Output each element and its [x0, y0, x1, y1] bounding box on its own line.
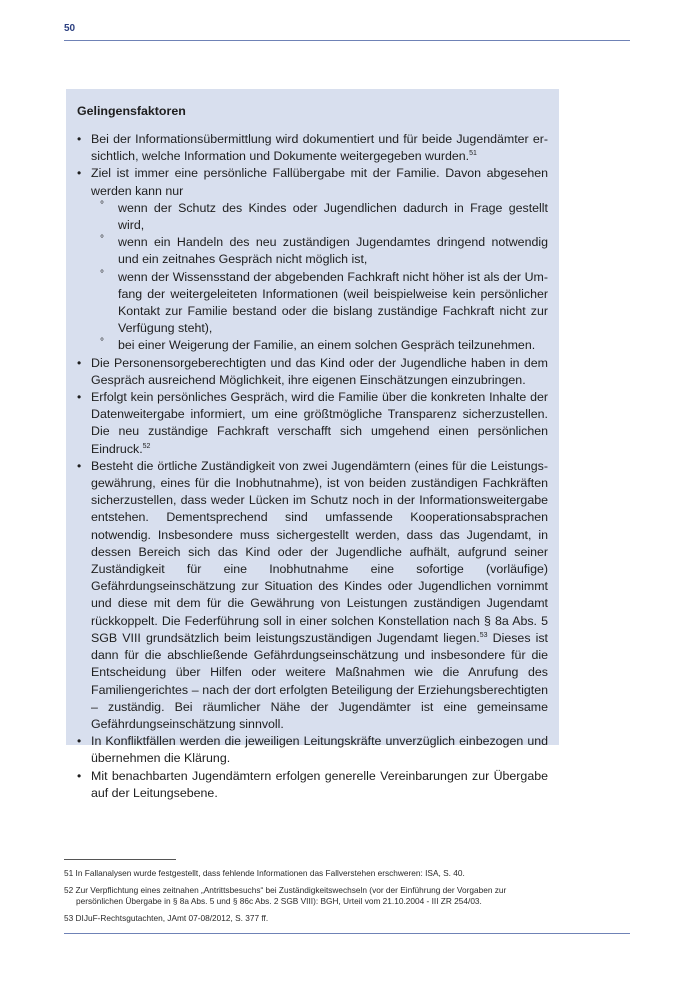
list-item-text: Bei der Informationsübermittlung wird dokumentiert und für beide Jugendämter ersichtlich, welche Information und Dokumente weitergegeben wurden. [91, 132, 548, 164]
sub-list-item-text: wenn ein Handeln des neu zuständigen Jugendamtes dringend notwendig und ein zeitnahes Gespräch nicht möglich ist, [118, 235, 548, 267]
sub-list-item-text: bei einer Weigerung der Familie, an einem solchen Gespräch teilzunehmen. [118, 338, 536, 353]
list-item-text: Besteht die örtliche Zuständigkeit von zwei Jugendämtern (eines für die Leistungsgewährung, eines für die Inobhutnahme), ist von beiden zuständigen Fachkräften sicherzustellen, dass weder Lücken im Schutz noch in der Informationsweitergabe entstehen. Dementsprechend sind umfassende Kooperationsabsprachen notwendig. Insbesondere muss sichergestellt werden, dass das Jugendamt, in dessen Bereich sich das Kind oder der Jugendliche aufhält, aufgrund seiner Zuständigkeit für eine Inobhutnahme eine sofortige (vorläufige) Gefährdungseinschätzung zur Situation des Kindes oder Jugendlichen vornimmt und diese mit dem für die Gewährung von Leistungen zuständigen Jugendamt rückkoppelt. Die Federführung soll in einer solchen Konstellation nach § 8a Abs. 5 SGB VIII grundsätzlich beim leistungszuständigen Jugendamt liegen. [91, 458, 548, 645]
sub-list [91, 200, 548, 355]
header-rule [64, 40, 630, 41]
list-item-text: Die Personensorgeberechtigten und das Kind oder der Jugendliche haben in dem Gespräch ausreichend Möglichkeit, ihre eigenen Einschätzungen einzubringen. [91, 355, 548, 387]
sub-list-item-text: wenn der Schutz des Kindes oder Jugendlichen dadurch in Frage gestellt wird, [118, 200, 548, 233]
bullet-icon: • [77, 166, 82, 181]
sub-list-item [91, 200, 548, 234]
list-item-text-continued: Dieses ist dann für die abschließende Gefährdungseinschätzung und insbesondere für die Entscheidung über Hilfen oder weitere Maßnahmen wie die Anrufung des Familiengerichtes – nach der dort erfolgten Beteiligung der Erziehungsberechtigten – zuständig. Bei räumlicher Nähe der Jugendämter ist eine gemeinsame Gefährdungseinschätzung sinnvoll. [91, 630, 549, 731]
list-item-text: Ziel ist immer eine persönliche Fallübergabe mit der Familie. Davon abgesehen werden kann nur [91, 166, 548, 198]
sub-bullet-icon: ° [100, 234, 104, 246]
bullet-icon: • [77, 458, 82, 473]
list-item [77, 768, 548, 802]
sub-bullet-icon: ° [100, 268, 104, 280]
list-item [77, 389, 548, 458]
footnote-51: 51 In Fallanalysen wurde festgestellt, dass fehlende Informationen das Fallverstehen erschweren: ISA, S. 40. [64, 868, 465, 878]
bullet-icon: • [77, 734, 82, 749]
footnote-ref: 51 [469, 150, 477, 158]
sub-list-item [91, 269, 548, 338]
bullet-icon: • [77, 355, 82, 370]
bullet-icon: • [77, 390, 82, 405]
sub-list-item [91, 337, 548, 354]
footnotes [64, 868, 554, 930]
list-item-text: Erfolgt kein persönliches Gespräch, wird die Familie über die konkreten Inhalte der Datenweitergabe informiert, um eine größtmögliche Transparenz sicherzustellen. Die neu zuständige Fachkraft verschafft sich umgehend einen persönlichen Eindruck. [91, 390, 548, 456]
list-item-text: In Konfliktfällen werden die jeweiligen Leitungskräfte unverzüglich einbezogen und übernehmen die Klärung. [91, 734, 548, 766]
sub-bullet-icon: ° [100, 337, 104, 349]
box-title: Gelingensfaktoren [77, 104, 186, 118]
list-item-text: Mit benachbarten Jugendämtern erfolgen generelle Vereinbarungen zur Übergabe auf der Leitungsebene. [91, 768, 548, 800]
sub-list-item-text: wenn der Wissensstand der abgebenden Fachkraft nicht höher ist als der Umfang der weitergeleiteten Informationen (weil beispielweise kein persönlicher Kontakt zur Familie bestand oder die bislang zuständige Fachkraft nicht zur Verfügung steht), [118, 269, 548, 336]
list-item [77, 165, 548, 354]
sub-list-item [91, 234, 548, 268]
footnote-ref: 52 [142, 442, 151, 450]
bullet-list [77, 131, 548, 802]
bullet-icon: • [77, 768, 82, 783]
list-item [77, 131, 548, 165]
list-item [77, 458, 548, 733]
footer-rule [64, 933, 630, 934]
footnote-rule [64, 859, 176, 860]
footnote-52: 52 Zur Verpflichtung eines zeitnahen „Antrittsbesuchs“ bei Zuständigkeitswechseln (vor der Einführung der Vorgaben zur persönlichen Übergabe in § 8a Abs. 5 und § 86c Abs. 2 SGB VIII): BGH, Urteil vom 21.10.2004 - III ZR 254/03. [64, 885, 507, 906]
footnote-53: 53 DIJuF-Rechtsgutachten, JAmt 07-08/2012, S. 377 ff. [64, 913, 269, 923]
list-item [77, 355, 548, 389]
sub-bullet-icon: ° [100, 199, 104, 211]
list-item [77, 733, 548, 767]
info-box [66, 89, 559, 800]
page-number: 50 [64, 23, 76, 34]
bullet-icon: • [77, 132, 82, 146]
footnote-ref: 53 [479, 631, 488, 639]
